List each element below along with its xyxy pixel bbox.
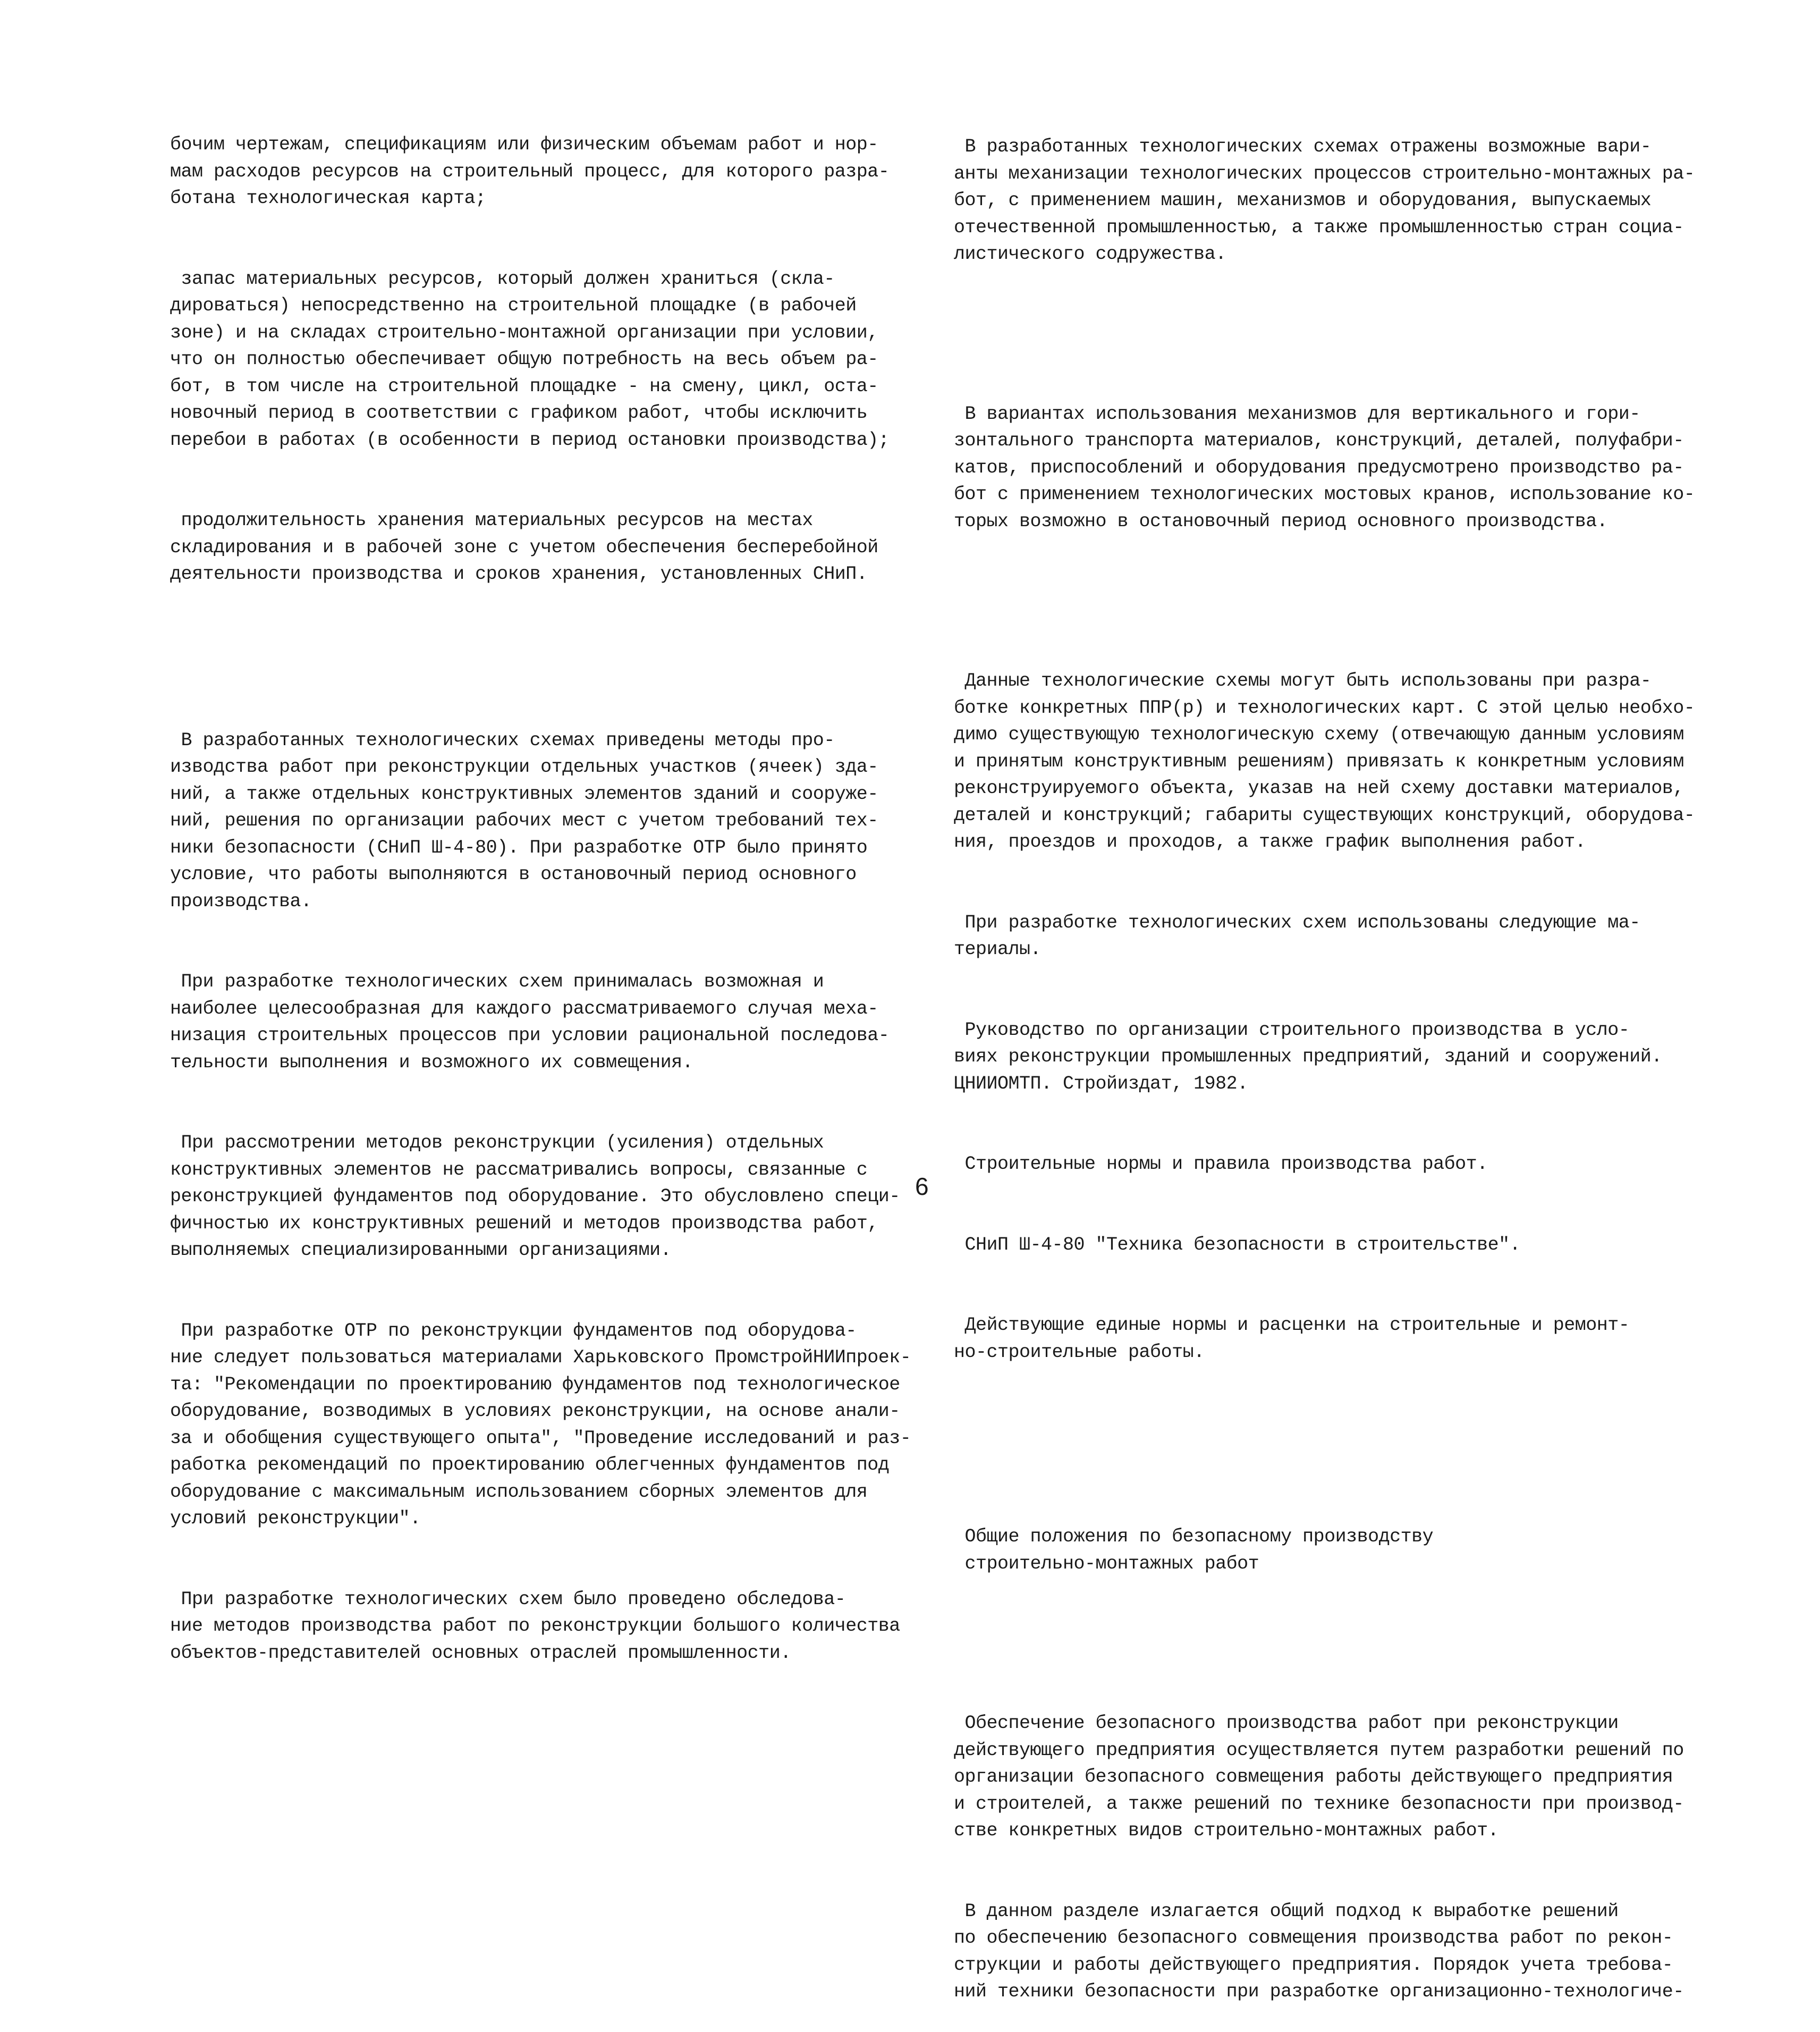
text-line: и принятым конструктивным решениям) привязать к конкретным условиям: [954, 751, 1684, 772]
text-line: При разработке технологических схем было проведено обследова-: [170, 1588, 846, 1610]
paragraph: [170, 1129, 914, 1264]
text-line: анты механизации технологических процессов строительно-монтажных ра-: [954, 163, 1695, 184]
text-line: работка рекомендаций по проектированию облегченных фундаментов под: [170, 1454, 890, 1475]
paragraph: [954, 133, 1714, 268]
text-line: за и обобщения существующего опыта", "Проведение исследований и раз-: [170, 1427, 911, 1449]
text-line: катов, приспособлений и оборудования предусмотрено производство ра-: [954, 457, 1684, 478]
text-line: изводства работ при реконструкции отдельных участков (ячеек) зда-: [170, 756, 878, 778]
text-line: деятельности производства и сроков хранения, установленных СНиП.: [170, 563, 868, 585]
text-line: организации безопасного совмещения работы действующего предприятия: [954, 1766, 1673, 1788]
text-line: строительно-монтажных работ: [954, 1553, 1259, 1574]
text-line: выполняемых специализированными организациями.: [170, 1240, 672, 1261]
text-line: продолжительность хранения материальных ресурсов на местах: [170, 510, 813, 531]
text-line: бочим чертежам, спецификациям или физическим объемам работ и нор-: [170, 134, 878, 155]
text-line: производства.: [170, 890, 312, 912]
text-line: ний, а также отдельных конструктивных элементов зданий и сооруже-: [170, 783, 878, 805]
text-line: торых возможно в остановочный период основного производства.: [954, 510, 1608, 532]
text-line: мам расходов ресурсов на строительный процесс, для которого разра-: [170, 161, 890, 182]
section-heading: [954, 1523, 1714, 1577]
text-line: конструктивных элементов не рассматривались вопросы, связанные с: [170, 1159, 868, 1181]
text-line: складирования и в рабочей зоне с учетом обеспечения бесперебойной: [170, 536, 878, 558]
text-line: бот, с применением машин, механизмов и оборудования, выпускаемых: [954, 190, 1652, 211]
text-line: При рассмотрении методов реконструкции (усиления) отдельных: [170, 1132, 824, 1153]
text-line: наиболее целесообразная для каждого рассматриваемого случая меха-: [170, 998, 878, 1019]
text-line: териалы.: [954, 939, 1042, 960]
text-line: действующего предприятия осуществляется путем разработки решений по: [954, 1739, 1684, 1761]
paragraph: [954, 909, 1714, 963]
paragraph: [954, 1017, 1714, 1098]
paragraph: [170, 266, 914, 454]
text-line: оборудование с максимальным использованием сборных элементов для: [170, 1481, 868, 1503]
text-line: запас материальных ресурсов, который должен храниться (скла-: [170, 268, 835, 290]
text-line: ботана технологическая карта;: [170, 188, 486, 209]
paragraph: [954, 668, 1714, 856]
text-line: низация строительных процессов при условии рациональной последова-: [170, 1025, 890, 1046]
text-line: фичностью их конструктивных решений и методов производства работ,: [170, 1212, 878, 1234]
text-line: зонтального транспорта материалов, конструкций, деталей, полуфабри-: [954, 430, 1684, 451]
text-line: димо существующую технологическую схему (отвечающую данным условиям: [954, 724, 1684, 745]
paragraph: [170, 968, 914, 1076]
text-line: В данном разделе излагается общий подход к выработке решений: [954, 1900, 1619, 1922]
text-line: Действующие единые нормы и расценки на строительные и ремонт-: [954, 1314, 1630, 1336]
text-line: ники безопасности (СНиП Ш-4-80). При разработке ОТР было принято: [170, 837, 868, 858]
text-line: реконструируемого объекта, указав на ней схему доставки материалов,: [954, 778, 1684, 799]
text-line: ботке конкретных ППР(р) и технологических карт. С этой целью необхо-: [954, 697, 1695, 719]
paragraph: [954, 1151, 1714, 1178]
text-line: дироваться) непосредственно на строительной площадке (в рабочей: [170, 295, 857, 316]
paragraph: [954, 401, 1714, 535]
paragraph: [954, 1232, 1714, 1259]
text-line: Руководство по организации строительного производства в усло-: [954, 1019, 1630, 1041]
text-line: оборудование, возводимых в условиях реконструкции, на основе анали-: [170, 1401, 900, 1422]
text-line: бот, в том числе на строительной площадке - на смену, цикл, оста-: [170, 375, 878, 397]
text-line: При разработке технологических схем принималась возможная и: [170, 971, 824, 992]
text-line: ние методов производства работ по реконструкции большого количества: [170, 1615, 900, 1637]
text-line: перебои в работах (в особенности в период остановки производства);: [170, 429, 890, 451]
text-line: При разработке технологических схем использованы следующие ма-: [954, 912, 1640, 933]
text-line: Данные технологические схемы могут быть использованы при разра-: [954, 670, 1652, 692]
right-column: [954, 80, 1714, 2032]
text-line: Обеспечение безопасного производства работ при реконструкции: [954, 1713, 1619, 1734]
text-line: реконструкцией фундаментов под оборудование. Это обусловлено специ-: [170, 1186, 900, 1207]
text-line: ние следует пользоваться материалами Харьковского ПромстройНИИпроек-: [170, 1347, 911, 1368]
paragraph: [170, 727, 914, 915]
text-line: та: "Рекомендации по проектированию фундаментов под технологическое: [170, 1373, 900, 1395]
text-line: Строительные нормы и правила производства работ.: [954, 1153, 1488, 1175]
text-line: условие, что работы выполняются в остановочный период основного: [170, 864, 857, 885]
paragraph: [170, 131, 914, 212]
text-line: ний, решения по организации рабочих мест с учетом требований тех-: [170, 810, 878, 831]
paragraph: [954, 1710, 1714, 1844]
text-line: и строителей, а также решений по технике безопасности при производ-: [954, 1793, 1684, 1815]
text-line: по обеспечению безопасного совмещения производства работ по рекон-: [954, 1927, 1673, 1949]
text-line: деталей и конструкций; габариты существующих конструкций, оборудова-: [954, 804, 1695, 826]
text-line: В вариантах использования механизмов для вертикального и гори-: [954, 403, 1640, 425]
text-line: что он полностью обеспечивает общую потребность на весь объем ра-: [170, 349, 878, 370]
page-number: 6: [915, 1173, 929, 1200]
text-line: стве конкретных видов строительно-монтажных работ.: [954, 1820, 1499, 1841]
paragraph: [954, 1312, 1714, 1365]
paragraph: [170, 1318, 914, 1532]
left-column: [170, 78, 914, 1693]
text-line: ний техники безопасности при разработке организационно-технологиче-: [954, 1981, 1684, 2002]
text-line: тельности выполнения и возможного их совмещения.: [170, 1051, 693, 1073]
text-line: При разработке ОТР по реконструкции фундаментов под оборудова-: [170, 1320, 857, 1342]
text-line: В разработанных технологических схемах приведены методы про-: [170, 729, 835, 751]
text-line: зоне) и на складах строительно-монтажной организации при условии,: [170, 322, 878, 343]
text-line: листического содружества.: [954, 243, 1226, 265]
text-line: В разработанных технологических схемах отражены возможные вари-: [954, 136, 1652, 157]
text-line: но-строительные работы.: [954, 1341, 1205, 1363]
text-line: виях реконструкции промышленных предприятий, зданий и сооружений.: [954, 1046, 1662, 1067]
text-line: струкции и работы действующего предприятия. Порядок учета требова-: [954, 1954, 1673, 1976]
text-line: бот с применением технологических мостовых кранов, использование ко-: [954, 484, 1695, 505]
paragraph: [170, 1586, 914, 1667]
paragraph: [170, 507, 914, 588]
text-line: ЦНИИОМТП. Стройиздат, 1982.: [954, 1073, 1248, 1094]
text-line: СНиП Ш-4-80 "Техника безопасности в строительстве".: [954, 1234, 1521, 1255]
paragraph: [954, 1898, 1714, 2005]
text-line: новочный период в соответствии с графиком работ, чтобы исключить: [170, 402, 868, 424]
text-line: условий реконструкции".: [170, 1508, 421, 1529]
text-line: отечественной промышленностью, а также промышленностью стран социа-: [954, 216, 1684, 238]
text-line: объектов-представителей основных отраслей промышленности.: [170, 1642, 791, 1664]
text-line: Общие положения по безопасному производству: [954, 1526, 1434, 1547]
text-line: ния, проездов и проходов, а также график выполнения работ.: [954, 831, 1586, 853]
